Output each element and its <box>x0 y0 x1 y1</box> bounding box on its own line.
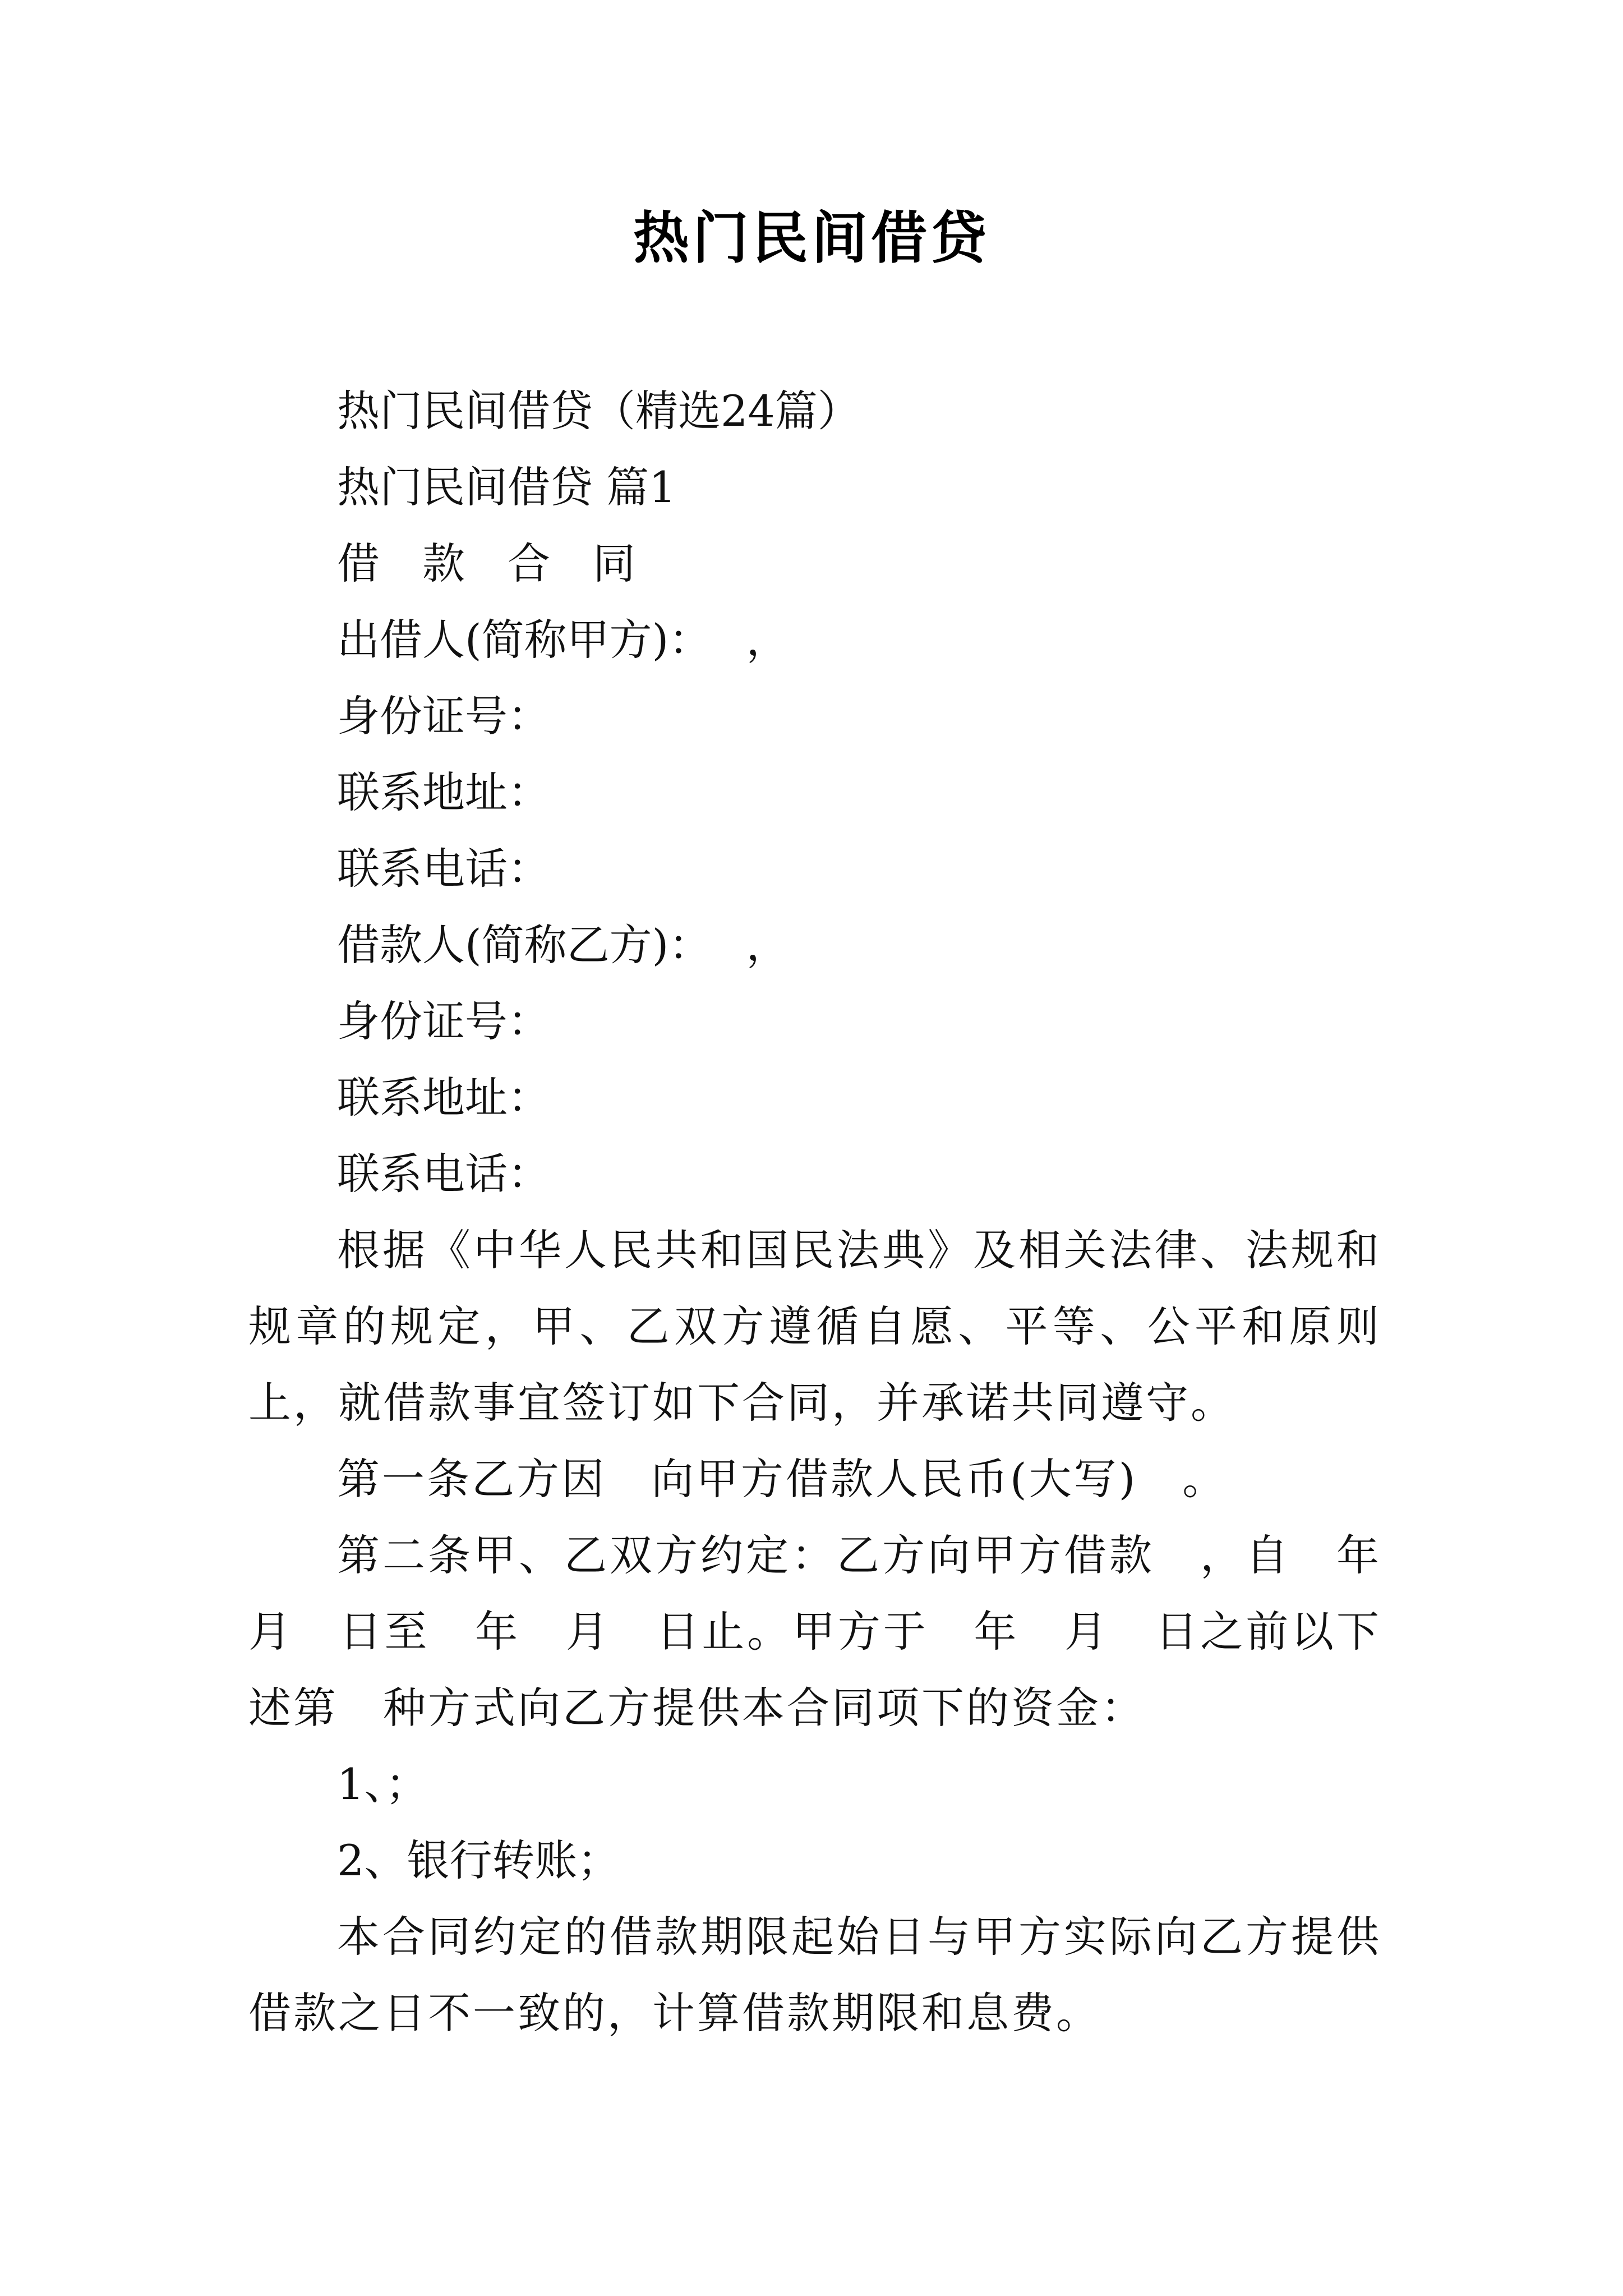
subtitle-line: 热门民间借贷（精选24篇） <box>337 386 860 436</box>
lender-phone-line: 联系电话： <box>337 844 550 894</box>
lender-line: 出借人(简称甲方)： ， <box>337 615 789 665</box>
borrower-phone-line: 联系电话： <box>337 1149 550 1199</box>
document-body <box>248 373 1426 2051</box>
article-two-paragraph: 第二条甲、乙双方约定：乙方向甲方借款 ，自 年 月 日至 年 月 日止。甲方于 年 月 日之前以下述第 种方式向乙方提供本合同项下的资金： <box>248 1530 1426 1733</box>
borrower-id-line: 身份证号： <box>337 996 550 1046</box>
lender-id-line: 身份证号： <box>337 691 550 741</box>
borrower-line: 借款人(简称乙方)： ， <box>337 920 789 970</box>
list-item-2: 2、银行转账； <box>337 1835 620 1885</box>
contract-heading: 借 款 合 同 <box>337 539 635 588</box>
term-paragraph: 本合同约定的借款期限起始日与甲方实际向乙方提供借款之日不一致的，计算借款期限和息费。 <box>248 1912 1381 2038</box>
lender-address-line: 联系地址： <box>337 767 550 817</box>
preamble-paragraph: 根据《中华人民共和国民法典》及相关法律、法规和规章的规定，甲、乙双方遵循自愿、平等、公平和原则上，就借款事宜签订如下合同，并承诺共同遵守。 <box>248 1225 1381 1428</box>
section-heading: 热门民间借贷 篇1 <box>337 462 676 512</box>
article-one-paragraph: 第一条乙方因 向甲方借款人民币(大写) 。 <box>337 1454 1228 1504</box>
borrower-address-line: 联系地址： <box>337 1073 550 1122</box>
document-title: 热门民间借贷 <box>633 205 990 271</box>
list-item-1: 1、； <box>337 1759 428 1809</box>
